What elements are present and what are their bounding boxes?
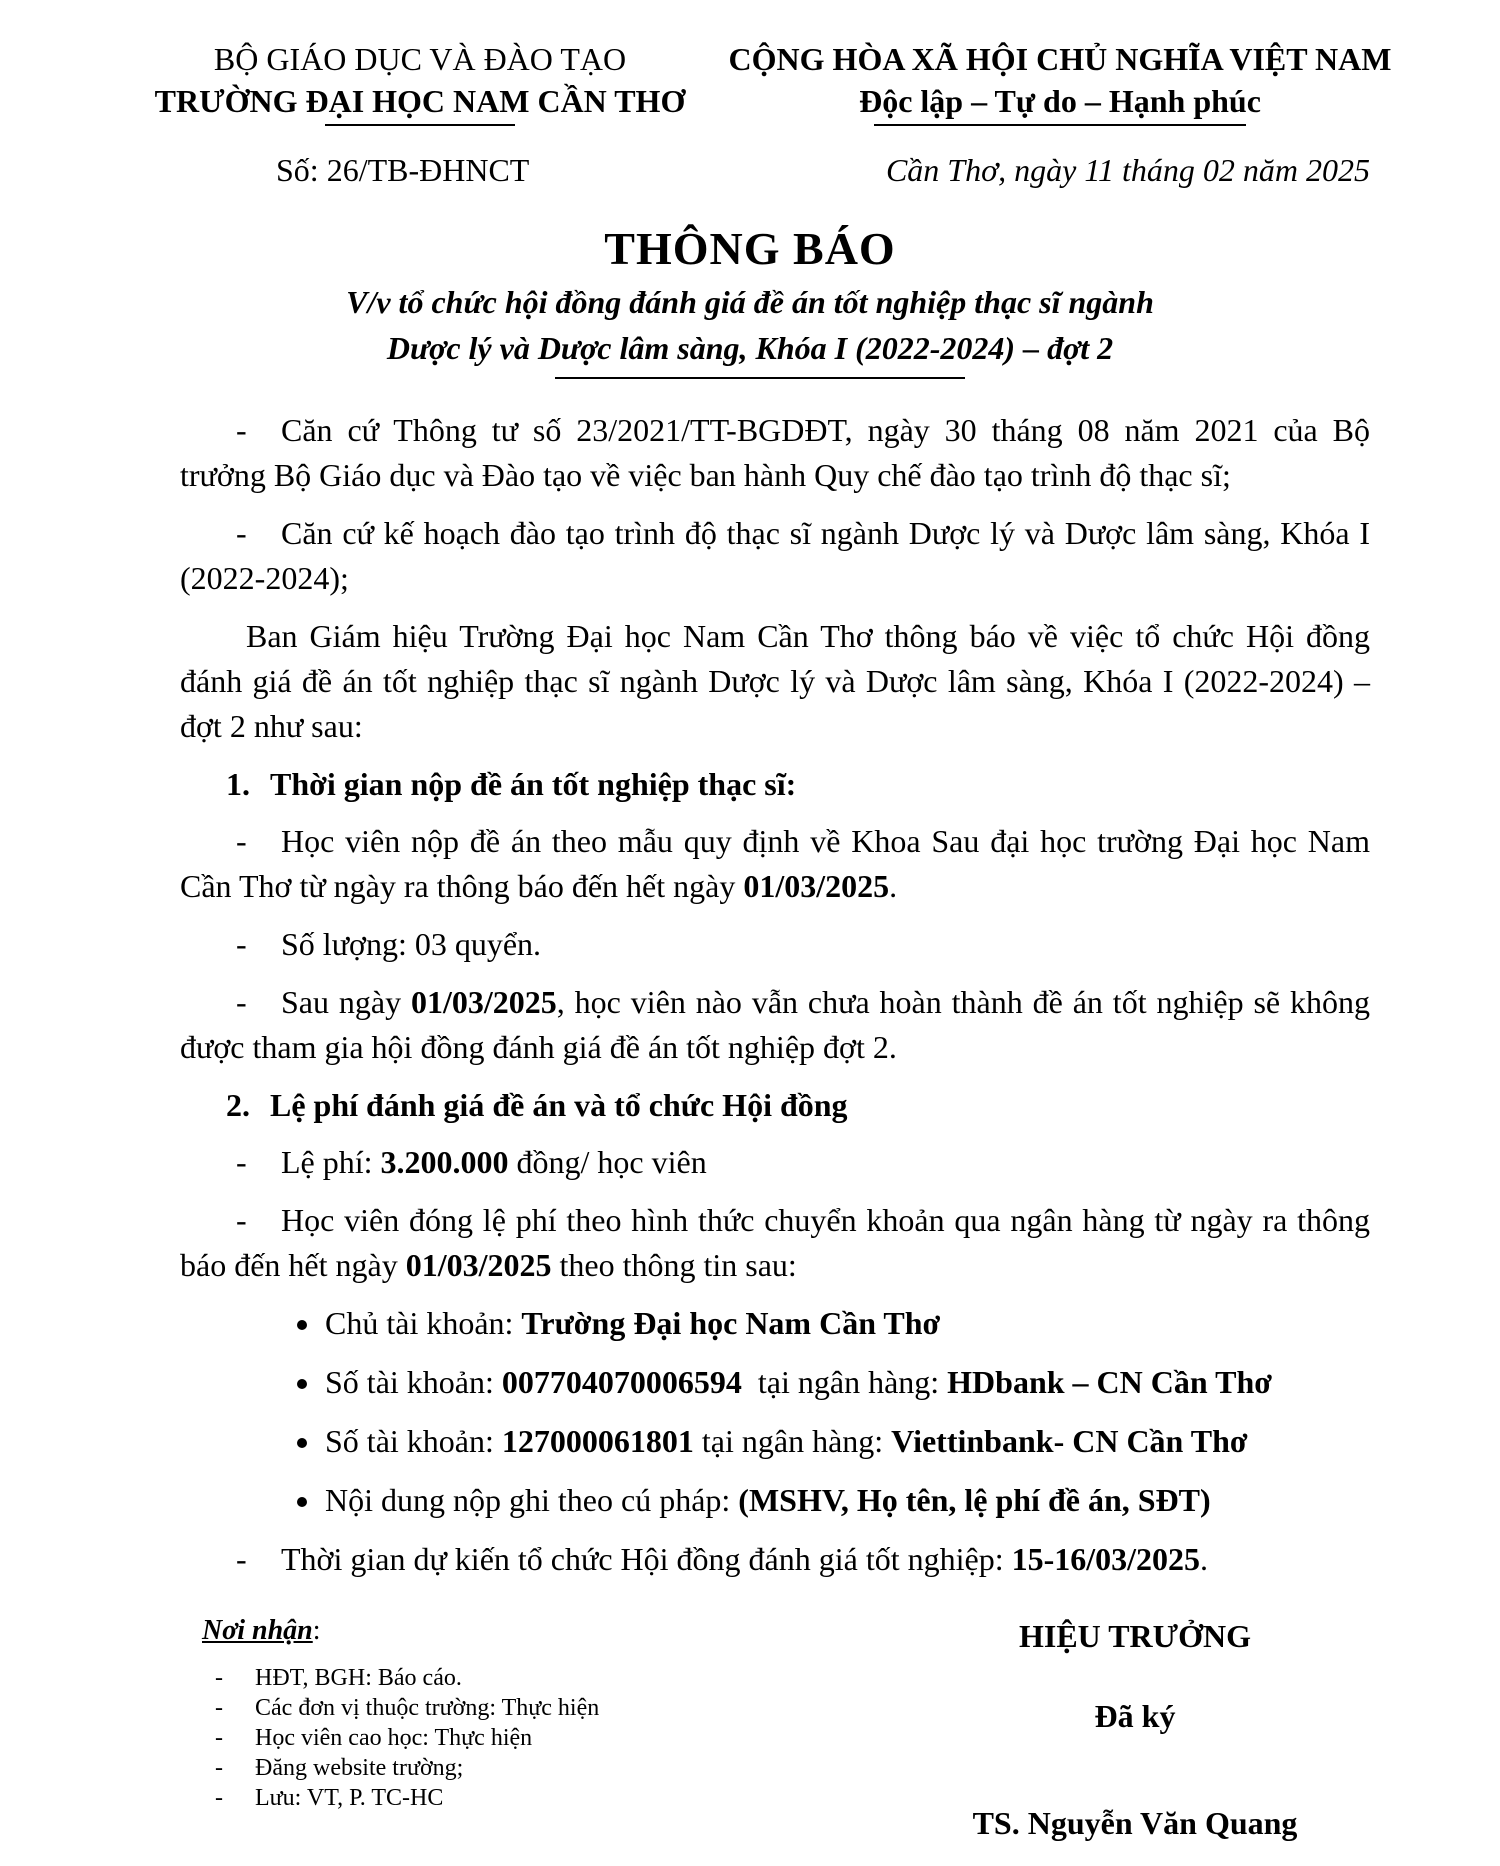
payment-deadline: 01/03/2025 (405, 1247, 552, 1283)
account-number: 007704070006594 (501, 1364, 742, 1400)
section-1-item-2 (180, 922, 1370, 967)
account-hdbank (180, 1360, 1370, 1405)
submission-deadline: 01/03/2025 (743, 868, 890, 904)
dash-marker: - (236, 515, 247, 551)
section-2-number: 2. (226, 1087, 250, 1123)
account-label: Số tài khoản: (325, 1364, 494, 1400)
recipient-text: Các đơn vị thuộc trường: Thực hiện (255, 1695, 600, 1721)
payment-text-end: theo thông tin sau: (559, 1247, 797, 1283)
country-name: CỘNG HÒA XÃ HỘI CHỦ NGHĨA VIỆT NAM (728, 41, 1392, 77)
dash-marker: - (236, 412, 247, 448)
holder-label: Chủ tài khoản: (325, 1305, 514, 1341)
dash-marker: - (215, 1755, 223, 1781)
signature-status: Đã ký (1094, 1698, 1176, 1734)
recipients-title-text: Nơi nhận (202, 1615, 313, 1646)
basis-2 (180, 511, 1370, 601)
document-body (180, 408, 1370, 1595)
bank-name: Viettinbank- CN Cần Thơ (891, 1423, 1248, 1459)
fee-amount: 3.200.000 (380, 1144, 509, 1180)
basis-1 (180, 408, 1370, 498)
signer-name: TS. Nguyễn Văn Quang (972, 1805, 1298, 1841)
section-2-title: Lệ phí đánh giá đề án và tổ chức Hội đồng (270, 1087, 848, 1123)
recipient-item (215, 1753, 599, 1783)
motto-underline (874, 124, 1246, 126)
bank-name: HDbank – CN Cần Thơ (947, 1364, 1272, 1400)
payment-text: Học viên đóng lệ phí theo hình thức chuyển khoản qua ngân hàng từ ngày ra thông báo đến hết ngày (180, 1202, 1370, 1283)
university-name: TRƯỜNG ĐẠI HỌC NAM CẦN THƠ (154, 83, 686, 119)
dash-marker: - (215, 1665, 223, 1691)
dash-marker: - (215, 1785, 223, 1811)
section-1-item-1 (180, 819, 1370, 909)
holder-value: Trường Đại học Nam Cần Thơ (521, 1305, 941, 1341)
submission-text: Học viên nộp đề án theo mẫu quy định về Khoa Sau đại học trường Đại học Nam Cần Thơ từ ngày ra thông báo đến hết ngày (180, 823, 1370, 904)
ministry-name: BỘ GIÁO DỤC VÀ ĐÀO TẠO (213, 41, 627, 77)
section-1-heading (226, 762, 1370, 807)
account-number: 127000061801 (501, 1423, 694, 1459)
deadline-date: 01/03/2025 (410, 984, 557, 1020)
basis-1-text: Căn cứ Thông tư số 23/2021/TT-BGDĐT, ngày 30 tháng 08 năm 2021 của Bộ trưởng Bộ Giáo dục và Đào tạo về việc ban hành Quy chế đào tạo trình độ thạc sĩ; (180, 412, 1370, 493)
section-1-title: Thời gian nộp đề án tốt nghiệp thạc sĩ: (270, 766, 797, 802)
signer-position: HIỆU TRƯỞNG (1018, 1618, 1252, 1654)
bank-label: tại ngân hàng: (701, 1423, 884, 1459)
recipient-text: HĐT, BGH: Báo cáo. (255, 1665, 462, 1691)
intro-paragraph: Ban Giám hiệu Trường Đại học Nam Cần Thơ thông báo về việc tổ chức Hội đồng đánh giá đề án tốt nghiệp thạc sĩ ngành Dược lý và Dược lâm sàng, Khóa I (2022-2024) – đợt 2 như sau: (180, 618, 1370, 744)
bank-label: tại ngân hàng: (757, 1364, 940, 1400)
dash-marker: - (236, 1202, 247, 1238)
deadline-consequence: , học viên nào vẫn chưa hoàn thành đề án tốt nghiệp sẽ không được tham gia hội đồng đánh giá đề án tốt nghiệp đợt 2. (180, 984, 1371, 1065)
recipient-text: Đăng website trường; (255, 1755, 464, 1781)
issuer-underline (325, 124, 515, 126)
basis-2-text: Căn cứ kế hoạch đào tạo trình độ thạc sĩ ngành Dược lý và Dược lâm sàng, Khóa I (2022-2024); (180, 515, 1370, 596)
place-date: Cần Thơ, ngày 11 tháng 02 năm 2025 (885, 152, 1370, 188)
syntax-label: Nội dung nộp ghi theo cú pháp: (325, 1482, 731, 1518)
punctuation: . (889, 868, 898, 904)
recipients-title (202, 1615, 321, 1647)
recipient-item (215, 1723, 599, 1753)
dash-marker: - (236, 926, 247, 962)
recipient-text: Học viên cao học: Thực hiện (255, 1725, 533, 1751)
schedule-text: Thời gian dự kiến tổ chức Hội đồng đánh giá tốt nghiệp: (281, 1541, 1004, 1577)
dash-marker: - (236, 984, 247, 1020)
quantity-text: Số lượng: 03 quyển. (281, 926, 542, 962)
document-title: THÔNG BÁO (604, 223, 896, 274)
deadline-prefix: Sau ngày (281, 984, 402, 1020)
dash-marker: - (236, 1541, 247, 1577)
bank-info-list (180, 1301, 1370, 1523)
national-motto: Độc lập – Tự do – Hạnh phúc (859, 83, 1261, 119)
document-number: Số: 26/TB-ĐHNCT (276, 152, 530, 188)
fee-label: Lệ phí: (281, 1144, 373, 1180)
document-subtitle-line-1: V/v tổ chức hội đồng đánh giá đề án tốt nghiệp thạc sĩ ngành (346, 284, 1154, 320)
recipients-list (215, 1663, 599, 1813)
dash-marker: - (215, 1695, 223, 1721)
fee-line (180, 1140, 1370, 1185)
payment-content-syntax (180, 1478, 1370, 1523)
dash-marker: - (236, 1144, 247, 1180)
dash-marker: - (236, 823, 247, 859)
schedule-date: 15-16/03/2025 (1011, 1541, 1201, 1577)
recipient-item (215, 1693, 599, 1723)
recipient-text: Lưu: VT, P. TC-HC (255, 1785, 444, 1811)
account-label: Số tài khoản: (325, 1423, 494, 1459)
section-1-item-3 (180, 980, 1370, 1070)
fee-unit: đồng/ học viên (516, 1144, 707, 1180)
recipients-colon: : (312, 1615, 321, 1646)
section-1-number: 1. (226, 766, 250, 802)
national-block (720, 38, 1400, 126)
punctuation: . (1200, 1541, 1209, 1577)
recipient-item (215, 1783, 599, 1813)
title-underline (555, 377, 965, 379)
account-holder (180, 1301, 1370, 1346)
payment-instructions (180, 1198, 1370, 1288)
section-2-heading (226, 1083, 1370, 1128)
council-schedule (180, 1537, 1370, 1582)
issuer-block (150, 38, 690, 126)
account-viettinbank (180, 1419, 1370, 1464)
recipient-item (215, 1663, 599, 1693)
dash-marker: - (215, 1725, 223, 1751)
syntax-value: (MSHV, Họ tên, lệ phí đề án, SĐT) (738, 1482, 1211, 1518)
document-subtitle-line-2: Dược lý và Dược lâm sàng, Khóa I (2022-2024) – đợt 2 (386, 330, 1114, 366)
